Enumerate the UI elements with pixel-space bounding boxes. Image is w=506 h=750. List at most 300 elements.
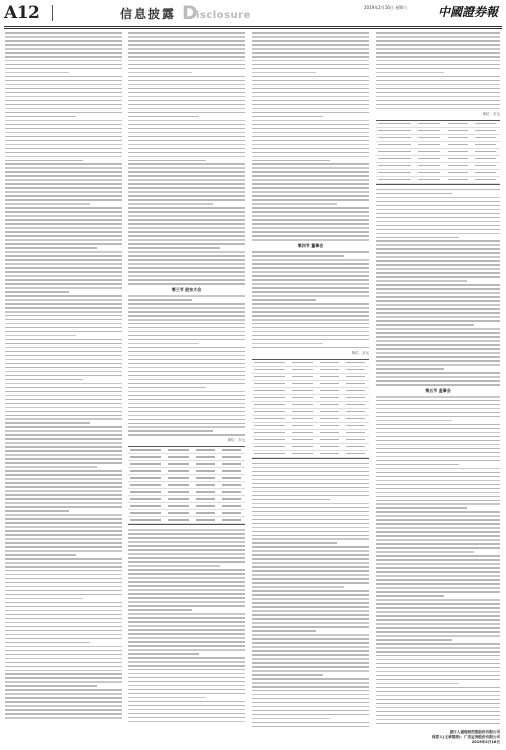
text-line [376,320,500,322]
text-line [128,621,245,623]
table-row [252,395,369,402]
text-line [128,48,245,50]
text-line [376,687,500,689]
table-cell [378,144,410,146]
text-line [252,674,323,676]
text-line [5,383,122,385]
text-line [128,355,245,357]
table-cell [196,470,215,472]
table-cell [254,362,284,364]
text-line [252,618,369,620]
text-line [376,284,500,286]
text-line [376,551,474,553]
text-line [252,175,369,177]
text-line [128,641,245,643]
text-line [252,686,369,688]
table-cell [320,453,339,455]
table-cell [475,172,496,174]
table-cell [130,498,160,500]
text-line [5,175,122,177]
text-line [376,503,500,505]
text-line [5,84,122,86]
table-cell [448,144,468,146]
table-cell [346,390,366,392]
text-line [128,411,245,413]
text-line [128,430,213,432]
text-line [5,331,122,333]
table-cell [292,411,313,413]
text-line [128,335,245,337]
text-line [128,267,245,269]
text-line [252,311,369,313]
text-line [5,518,122,520]
text-line [5,48,122,50]
text-line [376,44,500,46]
text-line [128,44,245,46]
text-line [376,92,500,94]
text-line [5,247,97,249]
text-line [252,475,369,477]
text-line [5,689,122,691]
table-row [128,496,245,503]
text-line [128,175,245,177]
text-line [376,340,500,342]
text-line [5,235,122,237]
text-line [376,400,500,402]
text-line [5,359,122,361]
text-line [5,486,122,488]
text-line [252,610,369,612]
text-line [5,319,122,321]
text-line [376,372,500,374]
text-line [5,351,122,353]
text-line [5,156,122,158]
table-cell [196,477,215,479]
text-line [128,171,245,173]
table-cell [168,519,189,521]
text-line [128,395,245,397]
text-line [252,558,369,560]
text-line [252,678,369,680]
table-cell [418,137,440,139]
table-cell [378,179,410,181]
table-cell [222,484,242,486]
text-line [376,424,500,426]
text-line [252,606,369,608]
text-line [128,581,245,583]
text-line [5,36,122,38]
text-line [252,483,369,485]
text-line [376,575,500,577]
text-line [376,571,500,573]
text-line [5,411,122,413]
table-cell [346,439,366,441]
text-line [5,594,122,596]
table-cell [320,446,339,448]
text-line [252,267,369,269]
text-line [252,299,316,301]
table-cell [168,484,189,486]
text-line [376,711,500,713]
text-line [376,468,500,470]
text-line [252,602,369,604]
text-line [5,207,122,209]
table-row [252,360,369,367]
text-line [5,307,122,309]
text-line [376,603,500,605]
table-cell [418,165,440,167]
text-line [376,88,500,90]
text-line [376,623,500,625]
text-line [5,610,122,612]
table-cell [346,432,366,434]
signature-date: 2019年2月16日 [471,740,500,744]
text-line [128,585,245,587]
text-line [252,64,369,66]
table-cell [130,470,160,472]
text-line [376,233,500,235]
text-line [128,569,245,571]
text-line [376,567,500,569]
text-line [252,598,369,600]
table-cell [254,425,284,427]
text-line [376,559,500,561]
text-line [128,419,245,421]
text-line [376,456,500,458]
text-line [128,295,245,297]
table-cell [292,369,313,371]
table-cell [346,369,366,371]
text-line [128,203,213,205]
table-cell [475,130,496,132]
table-row [128,482,245,489]
text-line [252,562,369,564]
text-line [252,259,369,261]
text-line [128,565,220,567]
table-cell [418,123,440,125]
text-line [376,643,500,645]
text-column-3 [252,32,369,730]
table-cell [196,519,215,521]
text-line [252,662,369,664]
table-cell [222,519,242,521]
text-line [5,399,122,401]
text-line [376,352,500,354]
text-line [252,191,369,193]
table-row [252,374,369,381]
text-line [5,630,122,632]
text-line [128,68,245,70]
text-line [252,104,369,106]
text-line [5,140,122,142]
text-line [128,263,245,265]
text-line [252,546,369,548]
text-line [376,396,500,398]
text-line [376,659,500,661]
table-cell [254,418,284,420]
text-line [376,48,500,50]
text-line [376,348,500,350]
text-line [252,586,344,588]
text-line [376,280,467,282]
table-cell [475,179,496,181]
text-line [376,240,500,242]
text-line [5,60,122,62]
text-line [5,283,122,285]
table-cell [320,369,339,371]
table-cell [168,456,189,458]
text-line [252,630,316,632]
text-line [128,541,245,543]
text-line [128,597,245,599]
table-cell [196,463,215,465]
header-rule [4,26,502,27]
text-line [5,327,122,329]
text-line [128,227,245,229]
text-line [376,288,500,290]
text-line [5,526,122,528]
text-line [376,511,500,513]
table-cell [320,404,339,406]
header-divider [52,5,53,21]
text-line [252,327,369,329]
text-line [128,709,245,711]
text-line [5,371,122,373]
text-line [252,335,369,337]
text-line [5,271,122,273]
text-line [252,84,369,86]
table-cell [292,376,313,378]
text-line [5,203,90,205]
text-line [376,444,500,446]
text-line [5,227,122,229]
text-line [252,279,369,281]
text-line [5,120,122,122]
text-line [5,466,97,468]
text-line [5,510,69,512]
text-line [376,384,500,386]
text-line [5,116,76,118]
text-line [5,144,122,146]
text-line [376,380,500,382]
text-line [128,140,245,142]
text-line [5,658,122,660]
text-line [5,697,122,699]
text-line [5,267,122,269]
table-cell [254,404,284,406]
text-line [376,205,500,207]
text-line [376,193,452,195]
text-line [252,271,369,273]
text-line [252,287,369,289]
table-unit: 单位：万元 [482,111,500,116]
text-line [376,72,444,74]
section-title-en-initial: D [182,2,198,24]
text-line [5,590,122,592]
text-line [128,537,245,539]
text-line [128,96,245,98]
text-line [376,615,500,617]
text-line [252,92,369,94]
text-line [252,467,369,469]
table-row [252,444,369,451]
text-line [128,593,245,595]
table-cell [254,383,284,385]
text-line [252,167,369,169]
text-line [252,136,369,138]
table-row [128,503,245,510]
text-line [5,538,122,540]
signature-block [380,730,500,745]
text-line [376,691,500,693]
text-line [376,324,474,326]
text-line [376,408,500,410]
text-line [5,462,122,464]
text-line [128,577,245,579]
text-line [252,144,369,146]
text-line [128,545,245,547]
table-row [128,461,245,468]
text-line [252,650,369,652]
text-line [128,661,245,663]
text-line [128,120,245,122]
text-line [376,436,500,438]
text-line [5,542,122,544]
text-line [5,450,122,452]
text-line [376,332,500,334]
text-line [5,670,122,672]
text-line [128,605,245,607]
table-row [376,142,500,149]
text-line [128,573,245,575]
text-line [128,613,245,615]
text-line [376,619,500,621]
text-line [376,96,500,98]
text-line [252,239,369,241]
text-line [128,399,245,401]
text-line [128,100,245,102]
text-line [252,199,369,201]
text-line [252,523,369,525]
text-line [376,104,500,106]
text-line [376,416,500,418]
section-heading: 第五节 监事会 [425,387,451,393]
text-line [5,343,122,345]
text-line [5,502,122,504]
table-cell [418,144,440,146]
text-line [5,132,122,134]
text-line [252,626,369,628]
table-row [252,430,369,437]
text-line [5,654,122,656]
text-line [128,315,245,317]
text-line [5,80,122,82]
table-cell [320,362,339,364]
text-line [5,160,83,162]
text-line [128,195,245,197]
table-cell [130,505,160,507]
text-line [128,407,245,409]
text-line [252,36,369,38]
text-line [5,323,122,325]
table-cell [168,463,189,465]
text-line [252,223,369,225]
text-line [5,693,122,695]
text-line [376,100,500,102]
text-line [5,96,122,98]
text-line [5,498,122,500]
text-line [376,404,500,406]
text-line [376,679,500,681]
text-line [376,213,500,215]
text-line [376,496,500,498]
text-line [376,583,500,585]
text-line [252,235,369,237]
table-cell [292,432,313,434]
text-line [252,590,369,592]
text-line [128,359,245,361]
table-cell [320,390,339,392]
text-line [376,500,500,502]
text-line [376,272,500,274]
table-cell [320,397,339,399]
text-line [5,626,122,628]
table-cell [346,404,366,406]
text-line [128,701,245,703]
section-title-en: isclosure [196,10,251,21]
text-line [5,152,122,154]
table-cell [222,463,242,465]
text-line [5,243,122,245]
text-line [376,316,500,318]
text-line [128,653,199,655]
text-line [376,472,500,474]
text-line [128,163,245,165]
text-line [5,606,122,608]
text-line [128,383,245,385]
table-cell [378,123,410,125]
table-cell [222,449,242,451]
text-line [128,693,245,695]
text-line [252,550,369,552]
text-line [376,209,500,211]
text-line [5,582,122,584]
text-line [5,251,122,253]
text-line [252,666,369,668]
table-cell [448,158,468,160]
text-line [128,697,206,699]
text-line [128,319,245,321]
text-line [252,120,369,122]
table-cell [254,439,284,441]
text-line [5,223,122,225]
table-cell [378,151,410,153]
text-line [252,255,344,257]
text-line [128,152,245,154]
text-line [5,622,122,624]
text-line [128,247,220,249]
text-line [5,112,122,114]
text-line [128,339,245,341]
text-line [252,96,369,98]
text-line [128,239,245,241]
text-line [252,554,369,556]
text-line [252,574,369,576]
text-line [252,295,369,297]
text-line [252,726,369,728]
text-line [252,331,369,333]
text-line [376,579,500,581]
